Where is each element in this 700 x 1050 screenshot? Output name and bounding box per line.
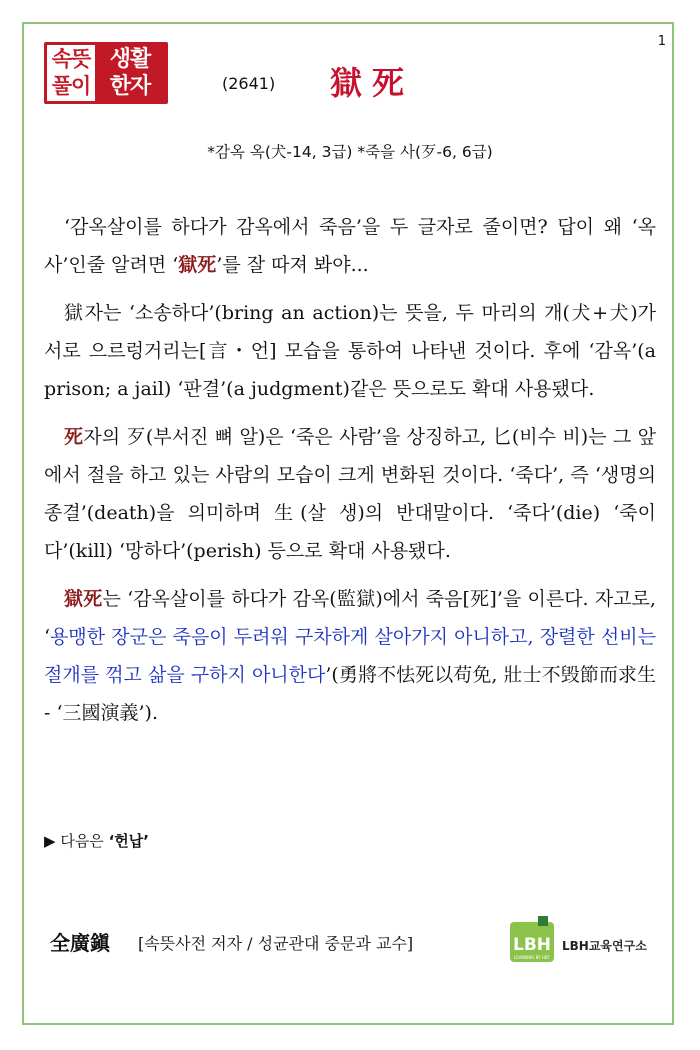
brand-logo [44, 42, 168, 104]
paragraph-text: 자의 歹(부서진 뼈 알)은 ‘죽은 사람’을 상징하고, 匕(비수 비)는 그 앞에서 절을 하고 있는 사람의 모습이 크게 변화된 것이다. ‘죽다’, 즉 ‘생명의 종결’(death)을 의미하며 生(살 생)의 반대말이다. ‘죽다’(die) ‘죽이다’(kill) ‘망하다’(perish) 등으로 확대 사용됐다. [44, 426, 656, 562]
logo-right-line-2: 한자 [109, 74, 151, 99]
entry-code: (2641) [222, 74, 276, 93]
paragraph-oksa [44, 580, 656, 732]
lbh-logo-icon [508, 914, 558, 964]
publisher-name: LBH교육연구소 [562, 939, 647, 953]
author-affiliation: [속뜻사전 저자 / 성균관대 중문과 교수] [138, 934, 414, 953]
paragraph-text: 獄자는 ‘소송하다’(bring an action)는 뜻을, 두 마리의 개(犬+犬)가 서로 으르렁거리는[言・언] 모습을 통하여 나타낸 것이다. 후에 ‘감옥’(a prison; a jail) ‘판결’(a judgment)같은 뜻으로도 확대 사용됐다. [44, 302, 656, 400]
entry-definitions: *감옥 옥(犬-14, 3급) *죽을 사(歹-6, 6급) [207, 143, 493, 161]
author-name: 全廣鎭 [50, 931, 110, 955]
next-entry-prefix: 다음은 [60, 832, 104, 850]
article-body [44, 208, 656, 742]
logo-left-line-2: 풀이 [51, 74, 91, 98]
lbh-logo-tagline: LEARNING BY HBT [513, 955, 551, 960]
paragraph-text: ’를 잘 따져 봐야... [216, 254, 369, 276]
highlighted-hanja: 獄死 [64, 588, 103, 610]
logo-left-line-1: 속뜻 [51, 47, 91, 71]
paragraph-ok [44, 294, 656, 408]
logo-left-text [47, 45, 95, 101]
lbh-logo-text: LBH [512, 935, 552, 955]
paragraph-text: ‘감옥살이를 하다가 감옥에서 죽음’을 두 글자로 줄이면? 답이 왜 ‘옥사’인줄 알려면 ‘ [44, 216, 656, 276]
logo-right-line-1: 생활 [109, 47, 151, 72]
entry-headword: 獄死 [330, 64, 415, 102]
quoted-saying: 용맹한 장군은 죽음이 두려워 구차하게 살아가지 아니하고, 장렬한 선비는 절개를 꺾고 삶을 구하지 아니한다 [44, 626, 656, 686]
paragraph-text: 는 ‘감옥살이를 하다가 감옥(監獄)에서 죽음[死]’을 이른다. 자고로, ‘ [44, 588, 656, 648]
paragraph-sa [44, 418, 656, 570]
page-number: 1 [657, 34, 666, 49]
next-entry-word: ‘헌납’ [108, 832, 149, 850]
highlighted-hanja: 獄死 [178, 254, 217, 276]
paragraph-intro [44, 208, 656, 284]
arrow-icon: ▶ [44, 832, 56, 850]
paragraph-text: ’(勇將不怯死以苟免, 壯士不毁節而求生 - ‘三國演義’). [44, 664, 656, 724]
logo-right-text [95, 45, 165, 101]
highlighted-hanja: 死 [64, 426, 84, 448]
next-entry-note [44, 830, 149, 851]
